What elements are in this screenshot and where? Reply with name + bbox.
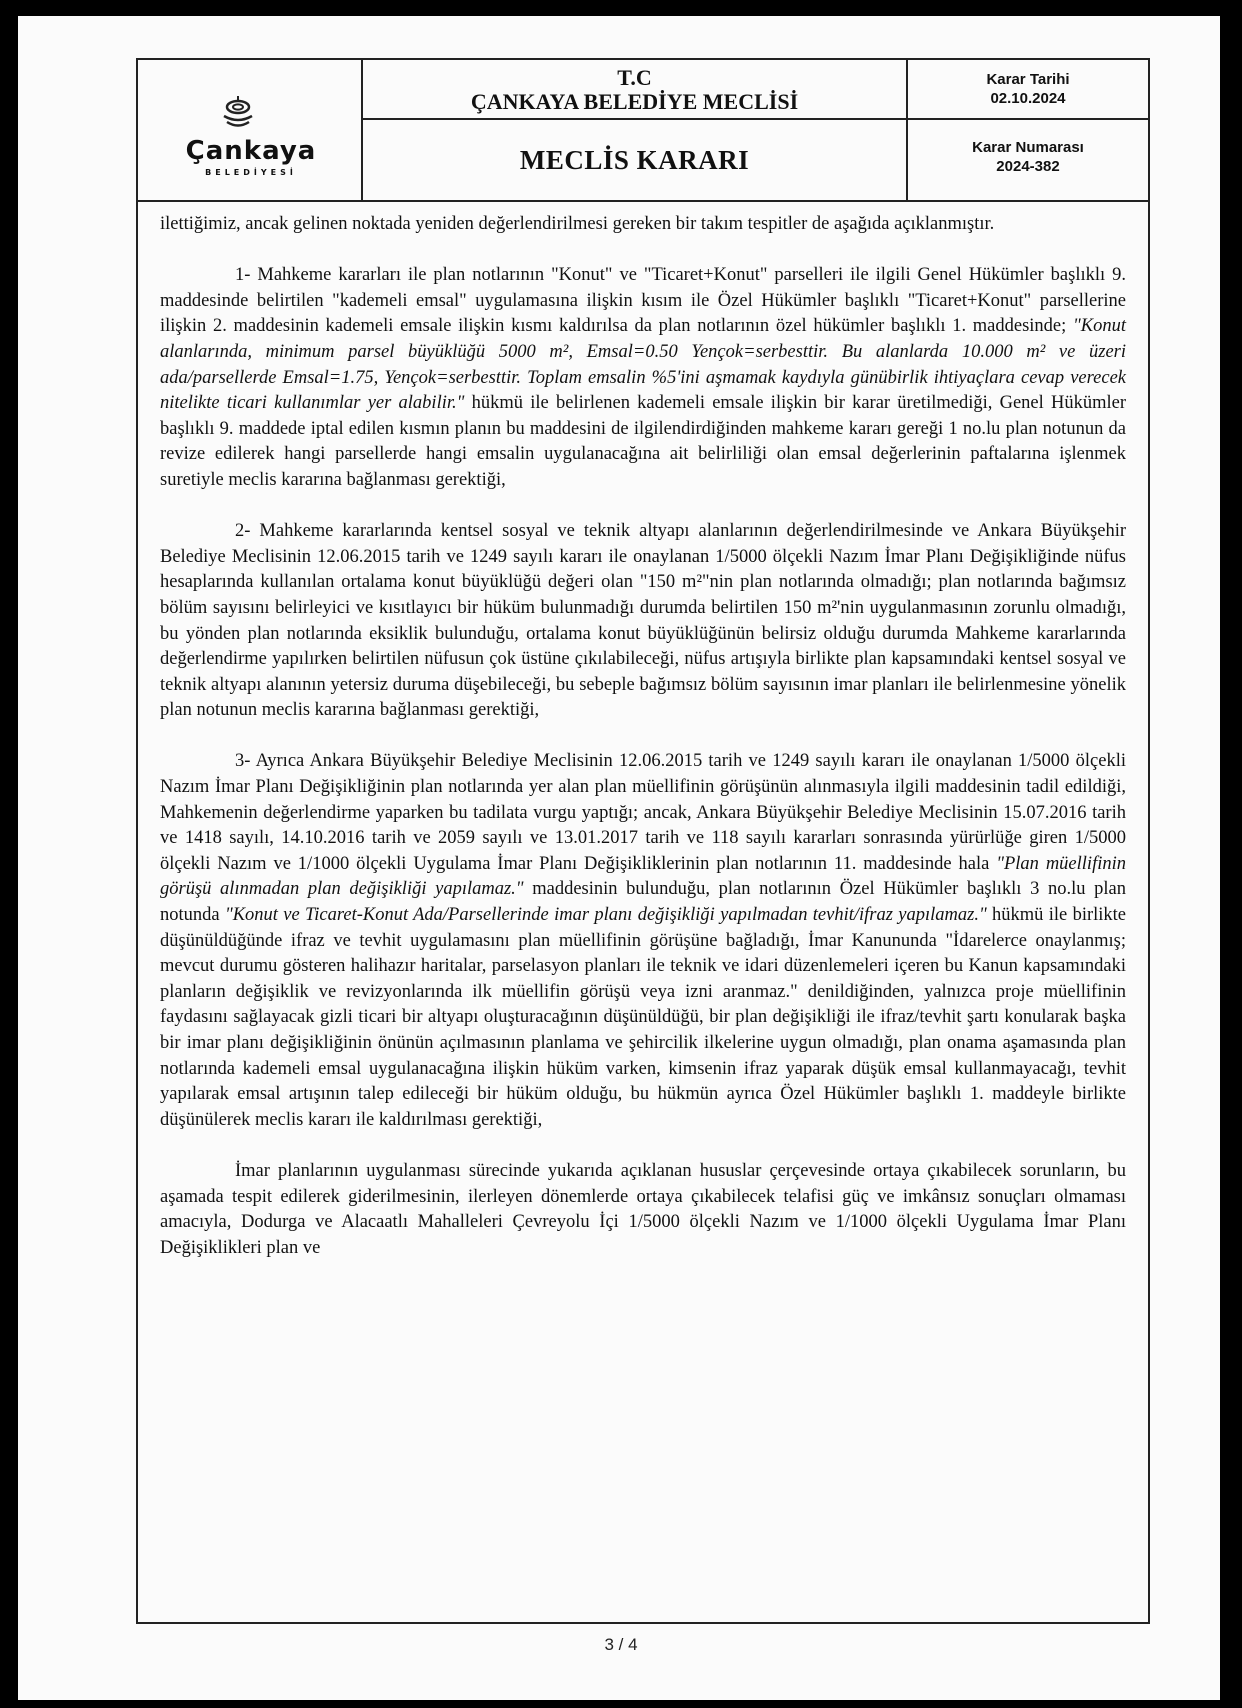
decision-date-label: Karar Tarihi — [986, 71, 1070, 88]
council-name: ÇANKAYA BELEDİYE MECLİSİ — [470, 89, 799, 114]
title-cell — [363, 60, 908, 200]
decision-date-value: 02.10.2024 — [990, 90, 1066, 107]
decision-number — [908, 120, 1148, 200]
document-page — [18, 16, 1220, 1700]
document-frame — [136, 58, 1150, 1624]
item-3-quote-1: "Plan müellifinin görüşü alınmadan plan değişikliği yapılamaz." — [160, 853, 1126, 900]
decision-header — [138, 60, 1148, 202]
document-type: MECLİS KARARI — [519, 145, 750, 175]
item-1-text-b: hükmü ile belirlenen kademeli emsale ilişkin bir karar üretilmediği, Genel Hükümler başlıklı 9. maddede iptal edilen kısmın planın bu maddesini de ilgilendirdiğinden mahkeme kararı gereği 1 no.lu plan notunun da revize edilerek hangi parsellerde hangi emsalin uygulanacağına ait belirliliği olan emsal değerlerinin paftalarına işlenmek suretiyle meclis kararına bağlanması gerektiği, — [160, 393, 1127, 490]
closing-paragraph: İmar planlarının uygulanması sürecinde yukarıda açıklanan hususlar çerçevesinde ortaya çıkabilecek sorunların, bu aşamada tespit edilerek giderilmesinin, ilerleyen dönemlerde ortaya çıkabilecek telafisi güç ve imkânsız sonuçları olmaması amacıyla, Dodurga ve Alacaatlı Mahalleleri Çevreyolu İçi 1/5000 ölçekli Nazım ve 1/1000 ölçekli Uygulama İmar Planı Değişiklikleri plan ve — [160, 1160, 1126, 1258]
item-1-quote: "Konut alanlarında, minimum parsel büyüklüğü 5000 m², Emsal=0.50 Yençok=serbesttir. Bu alanlarda 10.000 m² ve üzeri ada/parsellerde Emsal=1.75, Yençok=serbesttir. Toplam emsalin %5'ini aşmamak kaydıyla günübirlik ihtiyaçlara cevap verecek nitelikte ticari kullanımlar yer alabilir." — [160, 316, 1126, 414]
item-3-text-c: hükmü ile birlikte düşünüldüğünde ifraz ve tevhit uygulamasını plan müellifinin görüşüne bağladığı, İmar Kanununda "İdarelerce onaylanmış; mevcut durumu gösteren halihazır haritalar, parselasyon planları ile teknik ve idari düzenlemeleri içeren bu Kanun kapsamındaki planların değişiklik ve revizyonlarında ilk müellifin görüşü veya izni aranmaz." denildiğinden, yalnızca proje müellifinin faydasını sağlayacak gizli ticari bir altyapı oluşturacağının düşünüldüğü, bir plan değişikliği ile ifraz/tevhit şartı konularak başka bir imar planı değişikliğinin önünün açılmasının planlama ve şehircilik ilkelerine uygun olmadığı, plan onama aşamasında plan notlarında kademeli emsal uygulanacağına ilişkin hüküm varken, kimsenin ifraz yaparak düşük emsal kullanmayacağı, tevhit yapılarak emsal artışının talep edileceği bir hüküm olduğu, bu hükmün ayrıca Özel Hükümler başlıklı 1. maddeyle birlikte düşünülerek meclis kararı ile kaldırılması gerektiği, — [160, 905, 1127, 1130]
intro-paragraph: ilettiğimiz, ancak gelinen noktada yeniden değerlendirilmesi gereken bir takım tespitler de aşağıda açıklanmıştır. — [160, 214, 995, 234]
decision-number-value: 2024-382 — [996, 158, 1060, 175]
item-3-paragraph — [160, 749, 1126, 1133]
logo-wordmark: Çankaya — [185, 136, 317, 166]
item-3-text-b: maddesinin bulunduğu, plan notlarının Özel Hükümler başlıklı 3 no.lu plan notunda — [160, 879, 1126, 926]
logo-cell — [138, 60, 363, 200]
country-label: T.C — [617, 65, 652, 90]
decision-body — [160, 212, 1126, 1261]
municipality-emblem-icon — [218, 94, 258, 134]
page-number: 3 / 4 — [604, 1635, 638, 1654]
item-3-text-a: 3- Ayrıca Ankara Büyükşehir Belediye Meclisinin 12.06.2015 tarih ve 1249 sayılı kararı ile onaylanan 1/5000 ölçekli Nazım İmar Planı Değişikliğinin plan notlarında yer alan plan müellifinin görüşünün alınmasıyla ilgili maddesinin tadil edildiği, Mahkemenin değerlendirme yaparken bu tadilata vurgu yaptığı; ancak, Ankara Büyükşehir Belediye Meclisinin 15.07.2016 tarih ve 1418 sayılı, 14.10.2016 tarih ve 2059 sayılı ve 13.01.2017 tarih ve 118 sayılı kararları sonrasında yürürlüğe giren 1/5000 ölçekli Nazım ve 1/1000 ölçekli Uygulama İmar Planı Değişikliklerinin plan notlarının 11. maddesinde hala — [160, 751, 1126, 874]
item-1-paragraph — [160, 263, 1126, 493]
council-title — [363, 60, 906, 120]
decision-date — [908, 60, 1148, 120]
decision-number-label: Karar Numarası — [972, 139, 1084, 156]
meta-cell — [908, 60, 1148, 200]
logo-subtitle: BELEDİYESİ — [205, 168, 297, 177]
item-1-text-a: 1- Mahkeme kararları ile plan notlarının "Konut" ve "Ticaret+Konut" parselleri ile ilgili Genel Hükümler başlıklı 9. maddesinde belirtilen "kademeli emsal" uygulamasına ilişkin kısım ile Özel Hükümler başlıklı "Ticaret+Konut" parsellerine ilişkin 2. maddesinin kademeli emsale ilişkin kısmı kaldırılsa da plan notlarının özel hükümler başlıklı 1. maddesinde; — [160, 265, 1126, 337]
item-3-quote-2: "Konut ve Ticaret-Konut Ada/Parsellerinde imar planı değişikliği yapılmadan tevhit/ifraz yapılamaz." — [224, 905, 987, 926]
item-2-paragraph: 2- Mahkeme kararlarında kentsel sosyal ve teknik altyapı alanlarının değerlendirilmesinde ve Ankara Büyükşehir Belediye Meclisinin 12.06.2015 tarih ve 1249 sayılı kararı ile onaylanan 1/5000 ölçekli Nazım İmar Planı Değişikliğinde nüfus hesaplarında kullanılan ortalama konut büyüklüğü değeri olan "150 m²"nin plan notlarında olmadığı; plan notlarında bağımsız bölüm sayısını belirleyici ve kısıtlayıcı bir hüküm bulunmadığı durumda belirtilen 150 m²'nin uygulanmasının zorunlu olmadığı, bu yönden plan notlarında eksiklik bulunduğu, ortalama konut büyüklüğünün belirsiz olduğu durumda Mahkeme kararlarında değerlendirme yapılırken belirtilen nüfusun çok üstüne çıkılabileceği, nüfus artışıyla birlikte plan kapsamındaki kentsel sosyal ve teknik altyapı alanının yetersiz duruma düşebileceği, bu sebeple bağımsız bölüm sayısının imar planları ile belirlenmesine yönelik plan notunun meclis kararına bağlanması gerektiği, — [160, 521, 1126, 721]
